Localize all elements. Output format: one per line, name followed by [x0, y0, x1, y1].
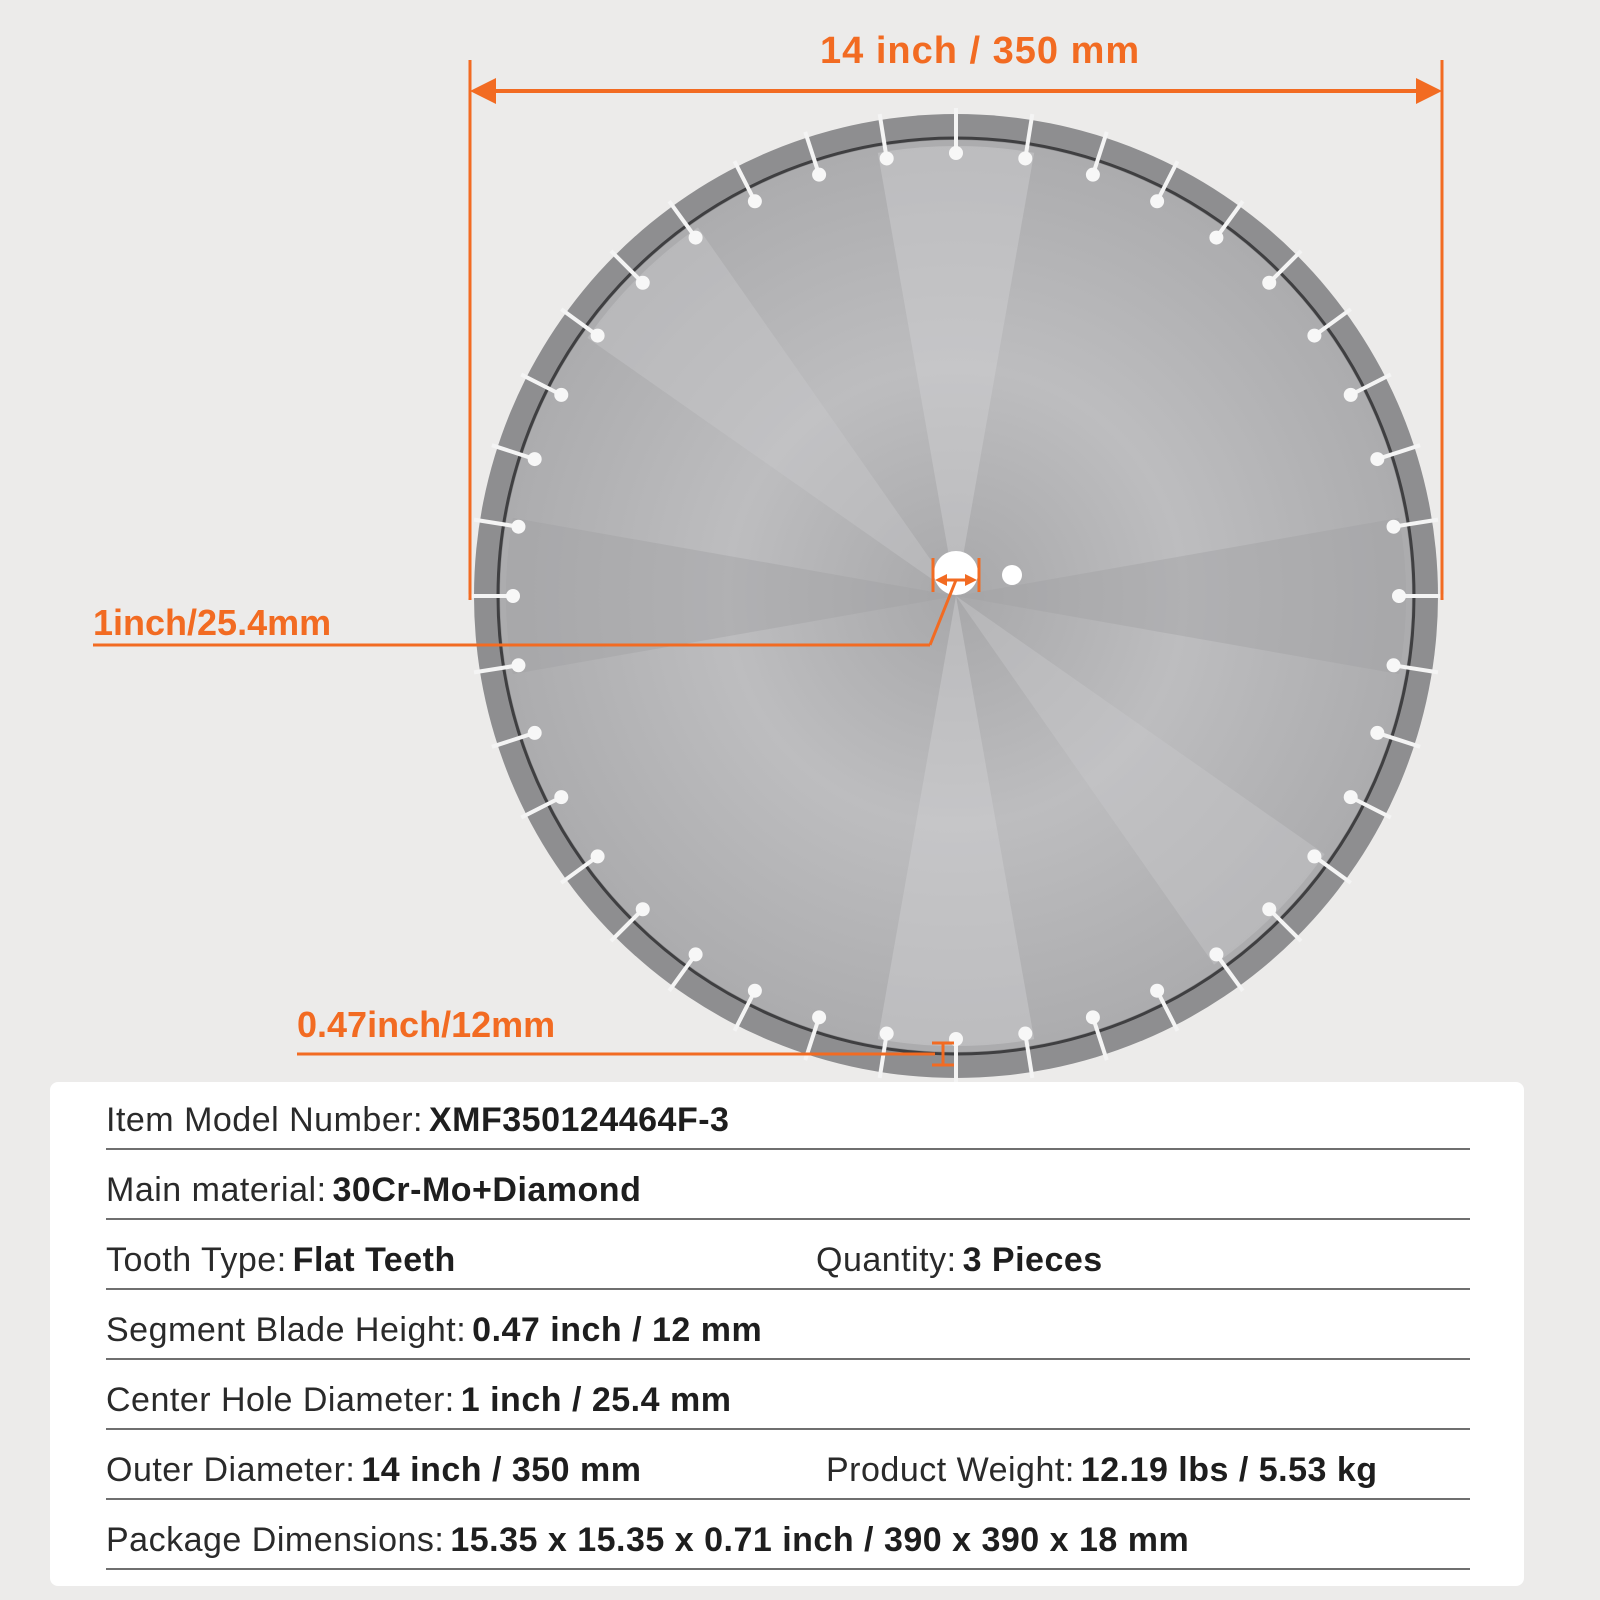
gullet-hole: [1387, 520, 1401, 534]
gullet-hole: [636, 276, 650, 290]
gullet-hole: [1344, 790, 1358, 804]
spec-label: Segment Blade Height:: [106, 1311, 467, 1349]
spec-row-package: [106, 1502, 1470, 1570]
segment-height-label: 0.47inch/12mm: [297, 1004, 556, 1045]
spec-table: [50, 1082, 1524, 1586]
gullet-hole: [511, 520, 525, 534]
spec-label: Main material:: [106, 1171, 327, 1209]
spec-value: 12.19 lbs / 5.53 kg: [1080, 1451, 1378, 1489]
spec-label: Quantity:: [816, 1241, 957, 1279]
gullet-hole: [1018, 151, 1032, 165]
spec-value: 0.47 inch / 12 mm: [472, 1311, 763, 1349]
gullet-hole: [1307, 849, 1321, 863]
gullet-hole: [1392, 589, 1406, 603]
gullet-hole: [1150, 984, 1164, 998]
spec-value: XMF350124464F-3: [429, 1101, 730, 1139]
gullet-hole: [748, 194, 762, 208]
spec-row-center-hole: [106, 1362, 1470, 1430]
gullet-hole: [528, 726, 542, 740]
spec-value: 30Cr-Mo+Diamond: [332, 1171, 642, 1209]
spec-label: Package Dimensions:: [106, 1521, 445, 1559]
spec-value: 14 inch / 350 mm: [361, 1451, 642, 1489]
gullet-hole: [511, 658, 525, 672]
gullet-hole: [689, 231, 703, 245]
center-hole-label: 1inch/25.4mm: [93, 602, 332, 643]
gullet-hole: [1209, 947, 1223, 961]
gullet-hole: [1307, 329, 1321, 343]
spec-value: 1 inch / 25.4 mm: [460, 1381, 732, 1419]
gullet-hole: [812, 168, 826, 182]
gullet-hole: [1387, 658, 1401, 672]
gullet-hole: [554, 790, 568, 804]
gullet-hole: [528, 452, 542, 466]
spec-label: Product Weight:: [826, 1451, 1075, 1489]
gullet-hole: [1262, 276, 1276, 290]
spec-row-material: [106, 1152, 1470, 1220]
spec-label: Center Hole Diameter:: [106, 1381, 455, 1419]
gullet-hole: [1262, 902, 1276, 916]
gullet-hole: [554, 388, 568, 402]
gullet-hole: [591, 329, 605, 343]
gullet-hole: [1086, 168, 1100, 182]
gullet-hole: [1344, 388, 1358, 402]
gullet-hole: [506, 589, 520, 603]
gullet-hole: [1150, 194, 1164, 208]
spec-label: Outer Diameter:: [106, 1451, 356, 1489]
spec-row-segment-height: [106, 1292, 1470, 1360]
gullet-hole: [591, 849, 605, 863]
spec-label: Item Model Number:: [106, 1101, 423, 1139]
gullet-hole: [1370, 452, 1384, 466]
spec-value: Flat Teeth: [292, 1241, 456, 1279]
center-hole: [934, 551, 978, 595]
gullet-hole: [689, 947, 703, 961]
gullet-hole: [1370, 726, 1384, 740]
spec-value: 3 Pieces: [962, 1241, 1103, 1279]
gullet-hole: [1209, 231, 1223, 245]
spec-row-outer-weight: [106, 1432, 1470, 1500]
gullet-hole: [880, 151, 894, 165]
spec-row-model: [106, 1082, 1470, 1150]
gullet-hole: [1086, 1010, 1100, 1024]
spec-value: 15.35 x 15.35 x 0.71 inch / 390 x 390 x 18 mm: [450, 1521, 1190, 1559]
gullet-hole: [949, 146, 963, 160]
outer-diameter-label: 14 inch / 350 mm: [820, 30, 1141, 72]
gullet-hole: [1018, 1027, 1032, 1041]
gullet-hole: [812, 1010, 826, 1024]
spec-row-tooth-quantity: [106, 1222, 1470, 1290]
gullet-hole: [636, 902, 650, 916]
pin-hole: [1002, 565, 1022, 585]
gullet-hole: [880, 1027, 894, 1041]
gullet-hole: [748, 984, 762, 998]
spec-label: Tooth Type:: [106, 1241, 287, 1279]
